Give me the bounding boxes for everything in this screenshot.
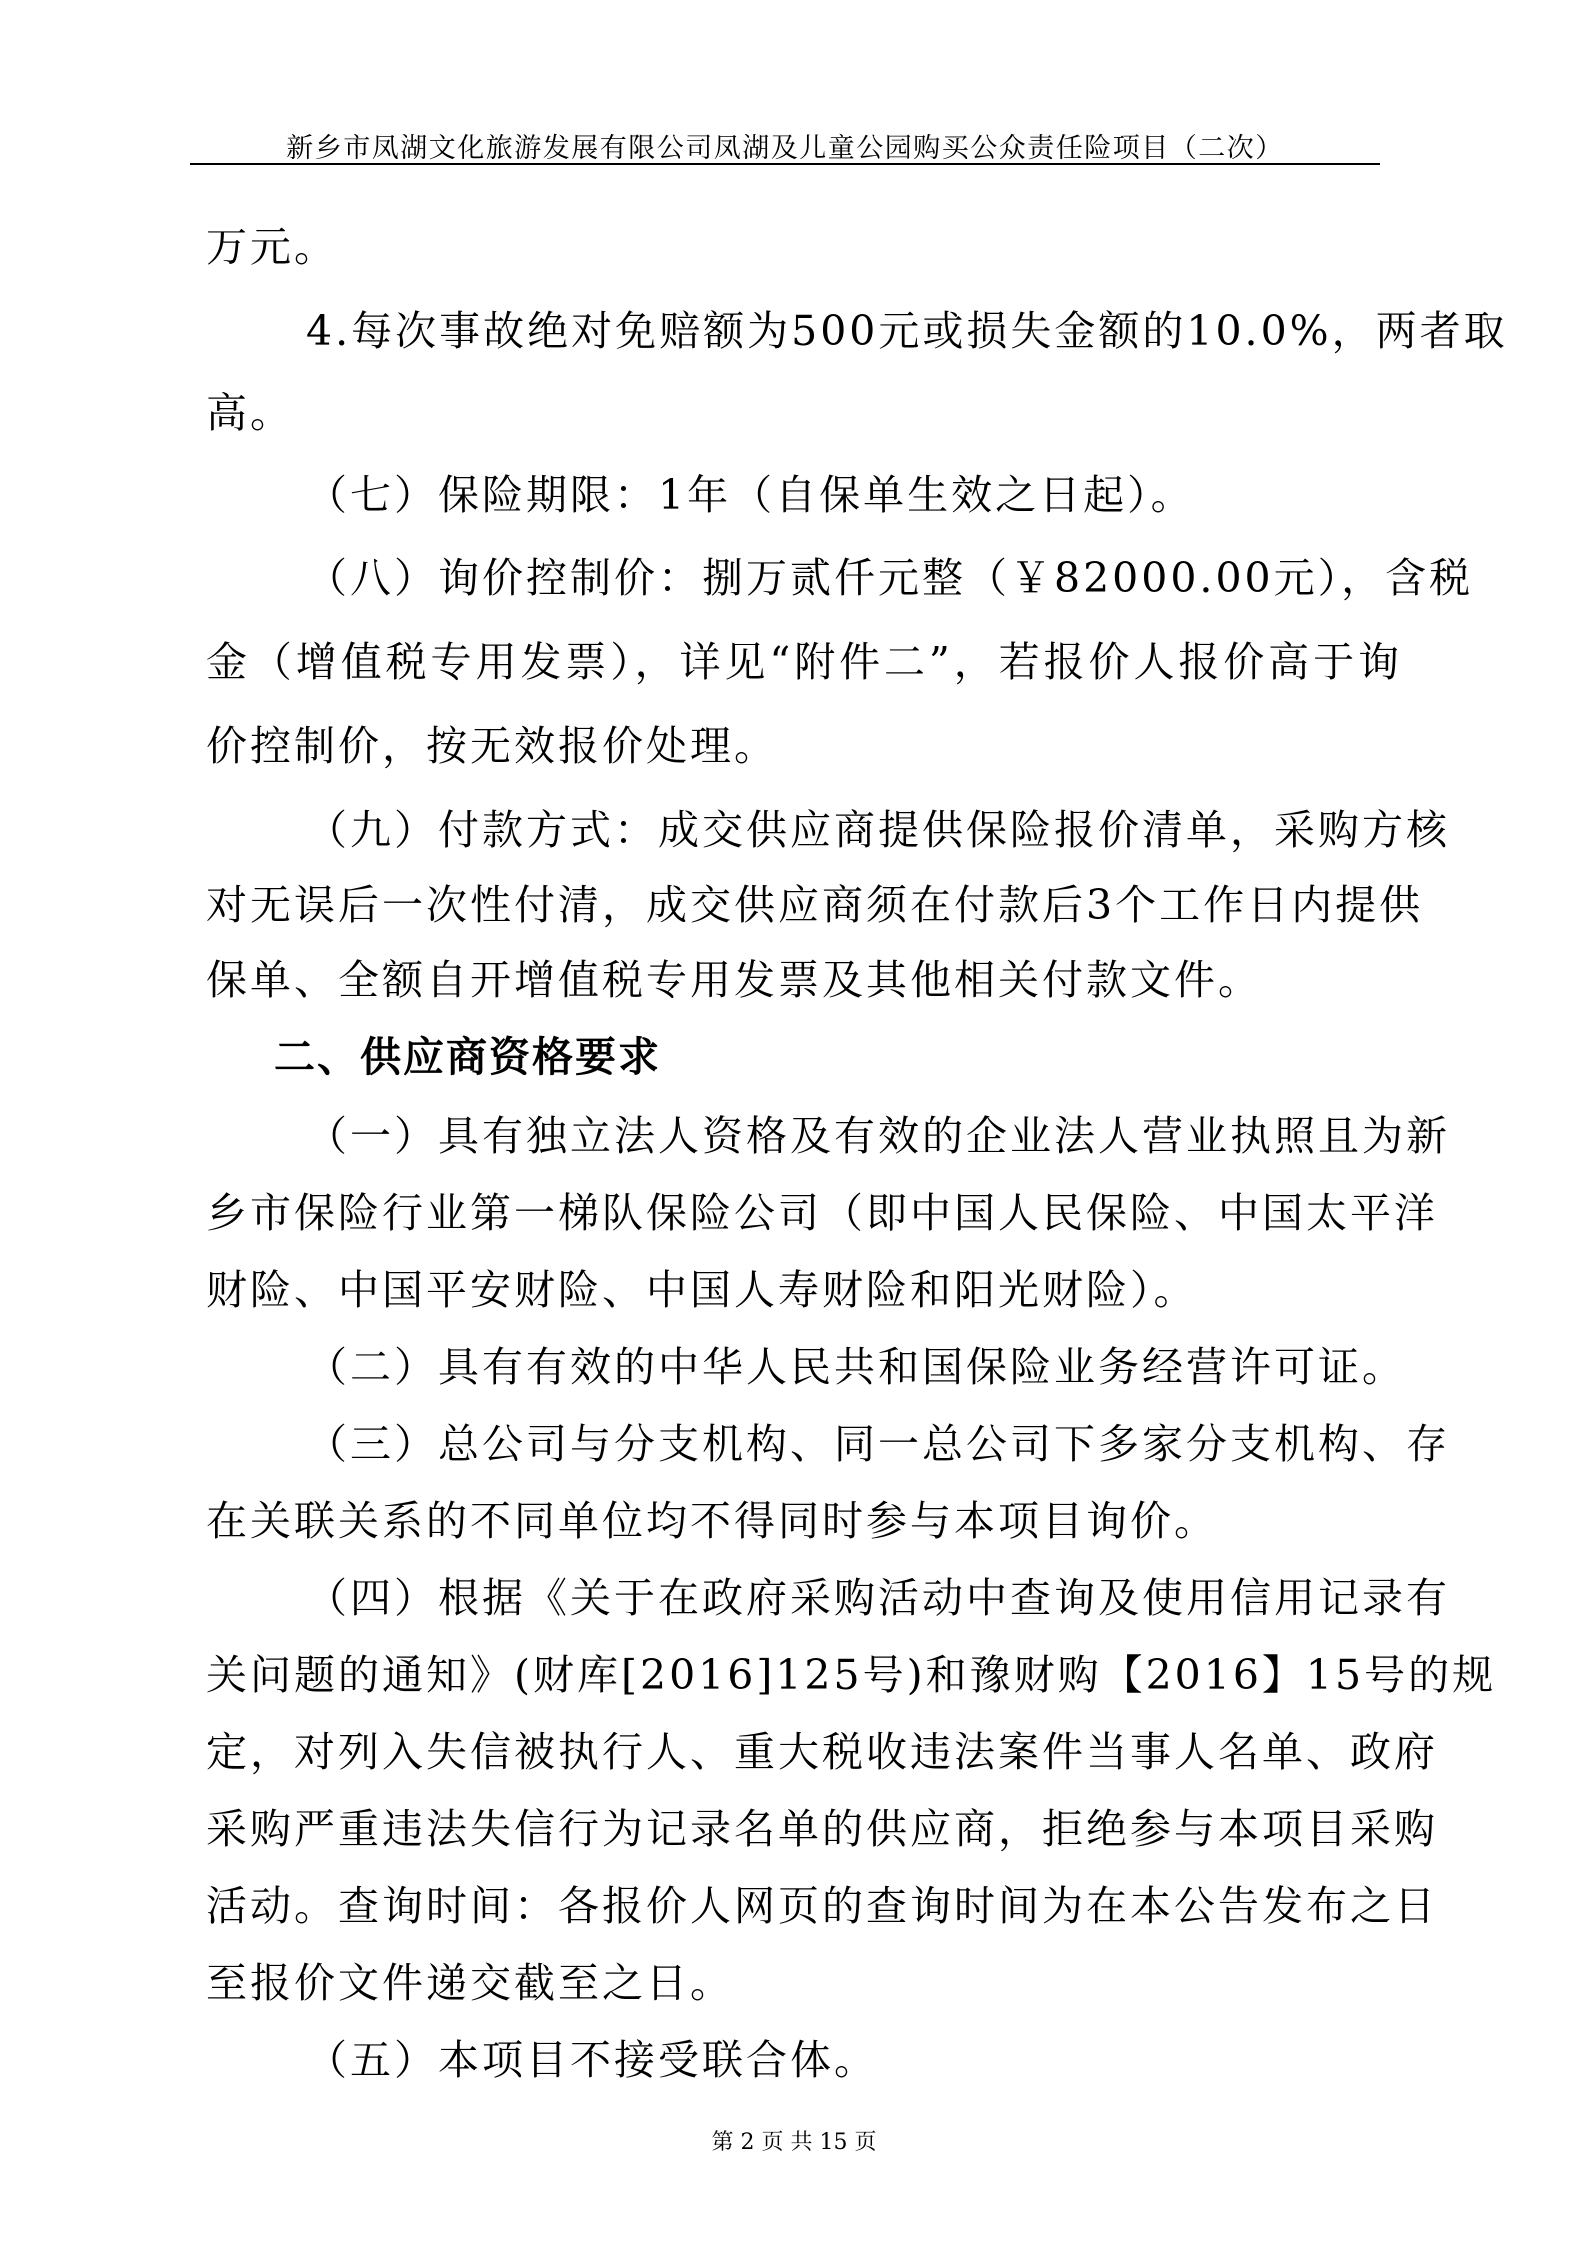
text-line: （八）询价控制价：捌万贰仟元整（￥82000.00元），含税 <box>306 554 1474 602</box>
section-heading: 二、供应商资格要求 <box>274 1033 661 1081</box>
text-line: （四）根据《关于在政府采购活动中查询及使用信用记录有 <box>306 1574 1450 1622</box>
text-line: 活动。查询时间：各报价人网页的查询时间为在本公告发布之日 <box>206 1882 1438 1930</box>
text-line: 定，对列入失信被执行人、重大税收违法案件当事人名单、政府 <box>206 1728 1438 1776</box>
text-line: （七）保险期限：1年（自保单生效之日起）。 <box>306 471 1195 519</box>
text-line: 4.每次事故绝对免赔额为500元或损失金额的10.0%，两者取 <box>306 307 1508 355</box>
text-line: （一）具有独立法人资格及有效的企业法人营业执照且为新 <box>306 1112 1450 1160</box>
text-line: （二）具有有效的中华人民共和国保险业务经营许可证。 <box>306 1343 1406 1391</box>
text-line: （五）本项目不接受联合体。 <box>306 2036 878 2084</box>
text-line: 财险、中国平安财险、中国人寿财险和阳光财险）。 <box>206 1266 1198 1314</box>
text-line: 金（增值税专用发票），详见“附件二”，若报价人报价高于询 <box>206 638 1402 686</box>
text-line: （九）付款方式：成交供应商提供保险报价清单，采购方核 <box>306 806 1450 854</box>
text-line: 万元。 <box>206 223 338 271</box>
text-line: 保单、全额自开增值税专用发票及其他相关付款文件。 <box>206 956 1262 1004</box>
page-header-title: 新乡市凤湖文化旅游发展有限公司凤湖及儿童公园购买公众责任险项目（二次） <box>286 133 1284 164</box>
text-line: 在关联关系的不同单位均不得同时参与本项目询价。 <box>206 1497 1218 1545</box>
text-line: （三）总公司与分支机构、同一总公司下多家分支机构、存 <box>306 1420 1450 1468</box>
text-line: 高。 <box>206 389 294 437</box>
page-number: 第 2 页 共 15 页 <box>711 2130 877 2155</box>
text-line: 采购严重违法失信行为记录名单的供应商，拒绝参与本项目采购 <box>206 1805 1438 1853</box>
header-divider <box>190 163 1380 165</box>
text-line: 价控制价，按无效报价处理。 <box>206 722 778 770</box>
text-line: 对无误后一次性付清，成交供应商须在付款后3个工作日内提供 <box>206 881 1424 929</box>
text-line: 至报价文件递交截至之日。 <box>206 1959 734 2007</box>
text-line: 关问题的通知》(财库[2016]125号)和豫财购【2016】15号的规 <box>206 1651 1497 1699</box>
text-line: 乡市保险行业第一梯队保险公司（即中国人民保险、中国太平洋 <box>206 1189 1438 1237</box>
